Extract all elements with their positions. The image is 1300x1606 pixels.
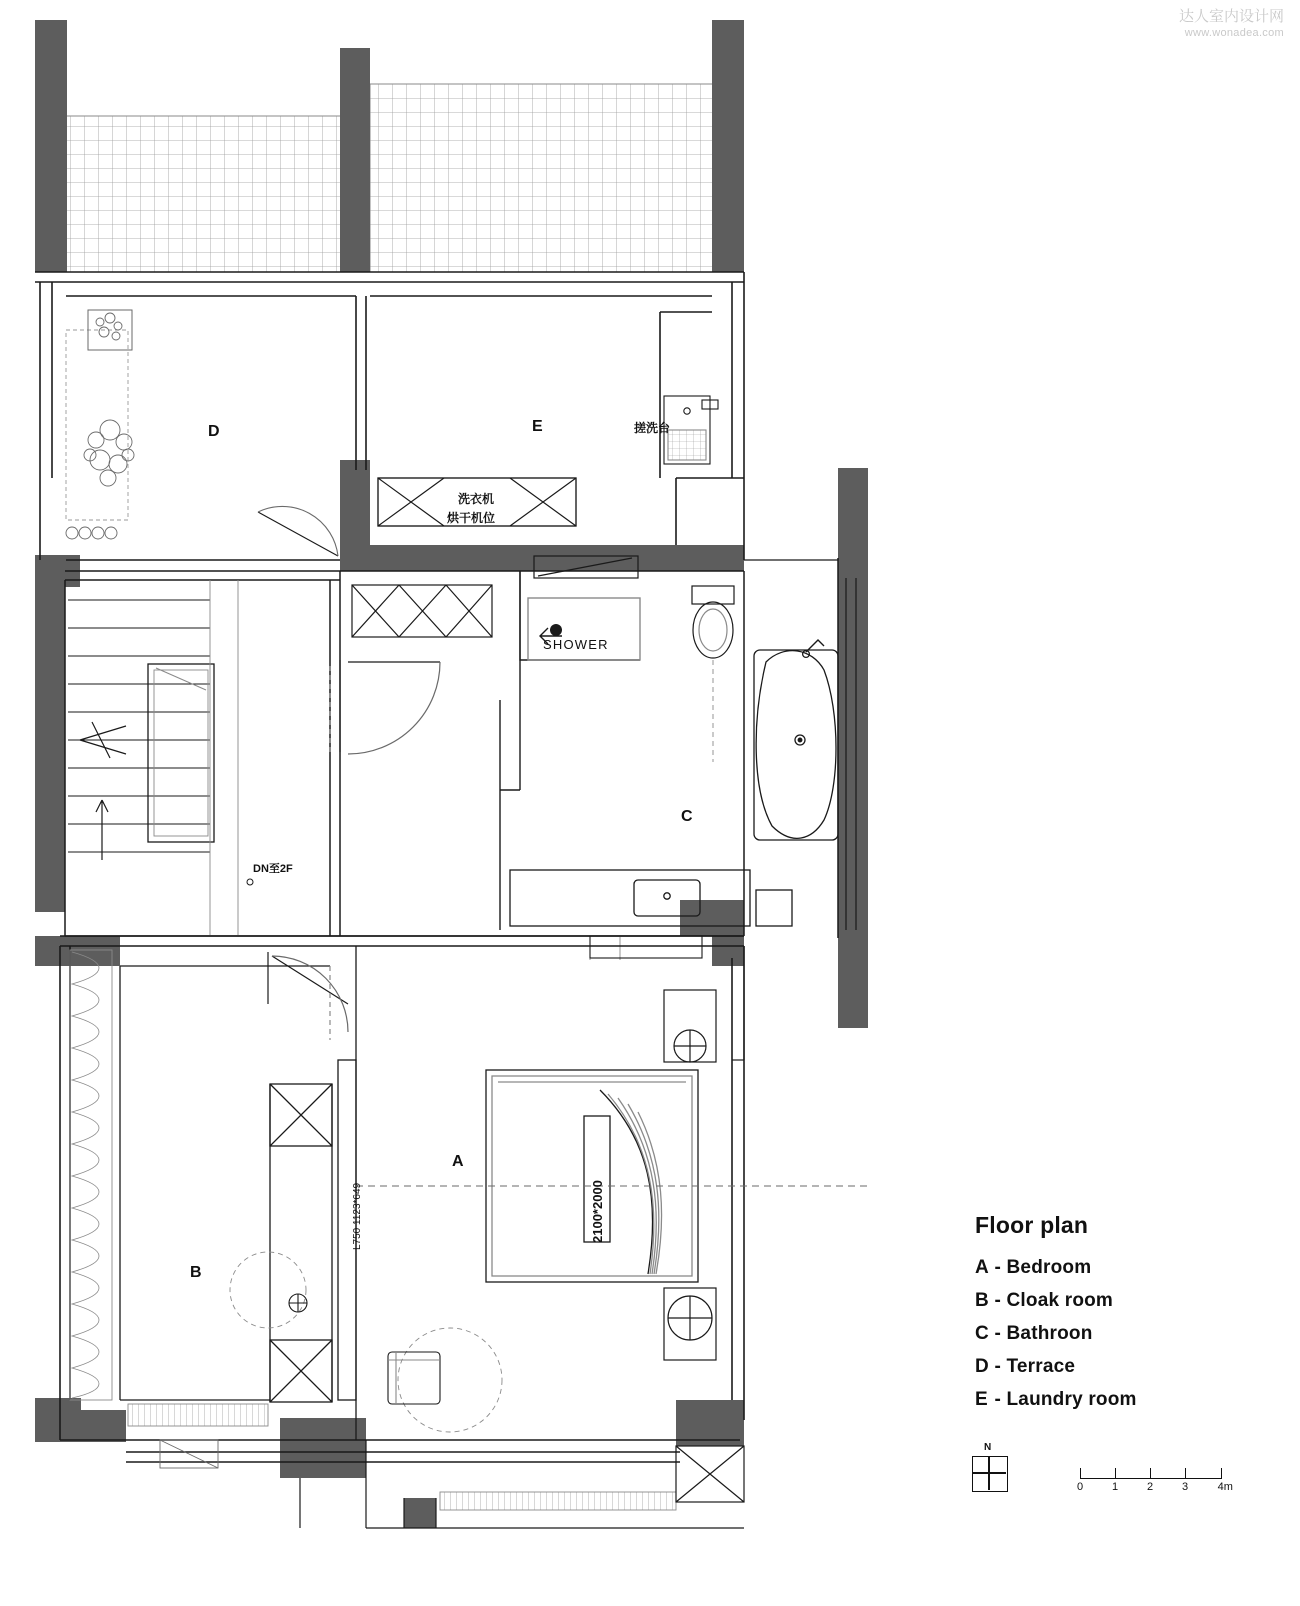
legend-label-b: Cloak room — [1006, 1290, 1114, 1311]
legend-key-b: B — [975, 1290, 989, 1311]
legend-dash-c: - — [994, 1323, 1002, 1344]
wardrobe-dimension-label: L750 1123*649 — [352, 1182, 363, 1250]
legend-title: Floor plan — [975, 1212, 1089, 1238]
legend-dash-d: - — [994, 1356, 1002, 1377]
scale-label-3: 3 — [1181, 1481, 1189, 1493]
legend-label-d: Terrace — [1006, 1356, 1076, 1377]
scale-tick-1 — [1115, 1468, 1116, 1478]
legend-item-e — [975, 1389, 1275, 1411]
stairs-direction-label: DN至2F — [253, 863, 293, 875]
plan-geometry — [35, 20, 868, 1528]
scale-bar — [1076, 1468, 1240, 1508]
room-label-e: E — [532, 418, 543, 435]
legend-dash-a: - — [994, 1257, 1002, 1278]
legend-label-e: Laundry room — [1006, 1389, 1137, 1410]
shower-label: SHOWER — [543, 637, 609, 652]
washer-label-line1: 洗衣机 — [458, 492, 495, 506]
legend-key-c: C — [975, 1323, 989, 1344]
room-label-b: B — [190, 1264, 202, 1281]
north-label: N — [984, 1442, 992, 1453]
scale-label-1: 1 — [1111, 1481, 1119, 1493]
legend-item-c — [975, 1323, 1275, 1345]
north-box — [972, 1456, 1008, 1492]
room-label-a: A — [452, 1153, 464, 1170]
watermark-line-1: 达人室内设计网 — [1178, 8, 1284, 25]
legend-item-a — [975, 1257, 1275, 1279]
legend-key-a: A — [975, 1257, 989, 1278]
room-label-c: C — [681, 808, 693, 825]
scale-label-end: 4m — [1217, 1481, 1233, 1493]
legend-label-c: Bathroon — [1006, 1323, 1093, 1344]
legend-item-b — [975, 1290, 1275, 1312]
bed-size-label: 2100*2000 — [590, 1180, 605, 1243]
laundry-sink-label: 搓洗台 — [634, 421, 671, 435]
watermark — [1179, 8, 1284, 41]
legend — [975, 1212, 1275, 1422]
scale-label-0: 0 — [1076, 1481, 1084, 1493]
scale-tick-2 — [1150, 1468, 1151, 1478]
north-arrow — [972, 1442, 1012, 1506]
room-label-d: D — [208, 423, 220, 440]
legend-dash-b: - — [994, 1290, 1002, 1311]
legend-item-d — [975, 1356, 1275, 1378]
scale-label-2: 2 — [1146, 1481, 1154, 1493]
legend-key-e: E — [975, 1389, 988, 1410]
north-horizontal-line — [972, 1472, 1006, 1473]
scale-tick-3 — [1185, 1468, 1186, 1478]
watermark-line-2: www.wonadea.com — [1184, 26, 1284, 39]
washer-label-line2: 烘干机位 — [447, 511, 496, 525]
legend-dash-e: - — [994, 1389, 1002, 1410]
legend-key-d: D — [975, 1356, 989, 1377]
legend-label-a: Bedroom — [1006, 1257, 1092, 1278]
